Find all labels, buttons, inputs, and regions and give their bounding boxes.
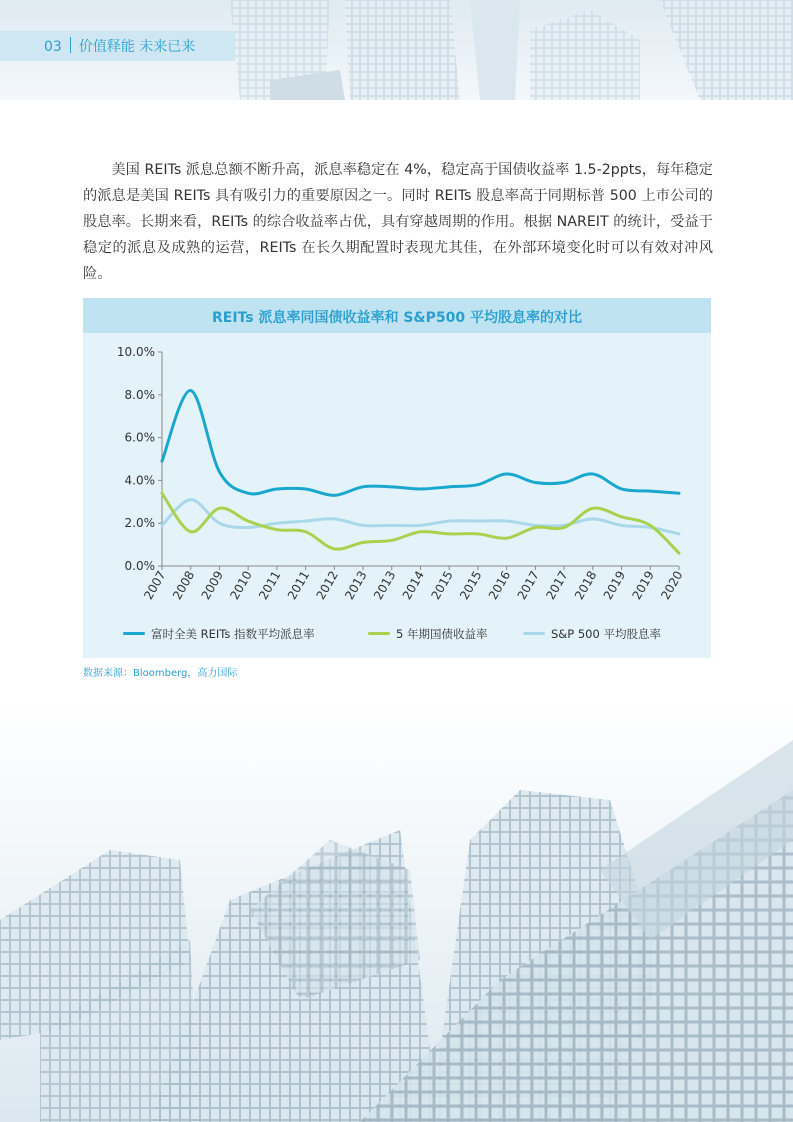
chart-legend: [83, 626, 711, 642]
chart-title: REITs 派息率同国债收益率和 S&P500 平均股息率的对比: [212, 310, 582, 326]
legend-label: 富时全美 REITs 指数平均派息率: [151, 627, 315, 641]
x-tick-label: 2012: [313, 568, 341, 602]
x-tick-label: 2010: [227, 568, 255, 602]
legend-swatch: [368, 632, 390, 635]
skyscraper-illustration: [0, 700, 793, 1122]
y-tick-label: 0.0%: [124, 559, 155, 573]
legend-label: 5 年期国债收益率: [396, 627, 488, 641]
legend-item: [523, 626, 661, 642]
x-tick-label: 2019: [600, 568, 629, 602]
x-tick-label: 2013: [370, 568, 399, 602]
legend-swatch: [123, 632, 145, 635]
x-tick-label: 2013: [342, 568, 370, 602]
legend-item: [123, 626, 315, 642]
x-tick-label: 2017: [543, 568, 571, 602]
x-tick-label: 2008: [169, 568, 198, 602]
section-title: 价值释能 未来已来: [78, 39, 196, 55]
x-tick-label: 2017: [514, 568, 542, 602]
x-tick-label: 2009: [198, 568, 227, 602]
header-divider: [70, 37, 71, 53]
bottom-skyscraper-image: [0, 700, 793, 1122]
x-tick-label: 2011: [284, 568, 313, 602]
header-section-label: [44, 36, 195, 56]
x-tick-label: 2011: [256, 568, 284, 602]
body-paragraph: 美国 REITs 派息总额不断升高，派息率稳定在 4%，稳定高于国债收益率 1.5-2ppts，每年稳定的派息是美国 REITs 具有吸引力的重要原因之一。同时 REITs 股息率高于同期标普 500 上市公司的股息率。长期来看，REITs 的综合收益率占优，具有穿越周期的作用。根据 NAREIT 的统计，受益于稳定的派息及成熟的运营，REITs 在长久期配置时表现尤其佳，在外部环境变化时可以有效对冲风险。: [83, 162, 713, 282]
x-tick-label: 2020: [658, 568, 686, 602]
y-tick-label: 10.0%: [116, 345, 155, 359]
chart-container: [83, 298, 711, 658]
x-tick-label: 2018: [572, 568, 600, 602]
series-line-reits: [162, 390, 679, 495]
page-number: 03: [44, 39, 62, 55]
x-tick-label: 2007: [141, 568, 169, 602]
x-tick-label: 2014: [399, 568, 428, 602]
x-tick-label: 2015: [457, 568, 485, 602]
x-tick-label: 2015: [428, 568, 456, 602]
top-banner-image: [0, 0, 793, 100]
x-tick-label: 2016: [485, 568, 514, 602]
y-tick-label: 6.0%: [124, 430, 155, 445]
line-chart: [83, 298, 711, 623]
legend-label: S&P 500 平均股息率: [551, 627, 661, 641]
legend-swatch: [523, 632, 545, 635]
y-tick-label: 2.0%: [124, 516, 155, 531]
x-tick-label: 2019: [629, 568, 657, 602]
y-tick-label: 8.0%: [124, 387, 155, 402]
y-tick-label: 4.0%: [124, 473, 155, 488]
source-note: 数据来源：Bloomberg，高力国际: [83, 668, 238, 679]
legend-item: [368, 626, 487, 642]
series-line-treasury: [162, 493, 679, 553]
